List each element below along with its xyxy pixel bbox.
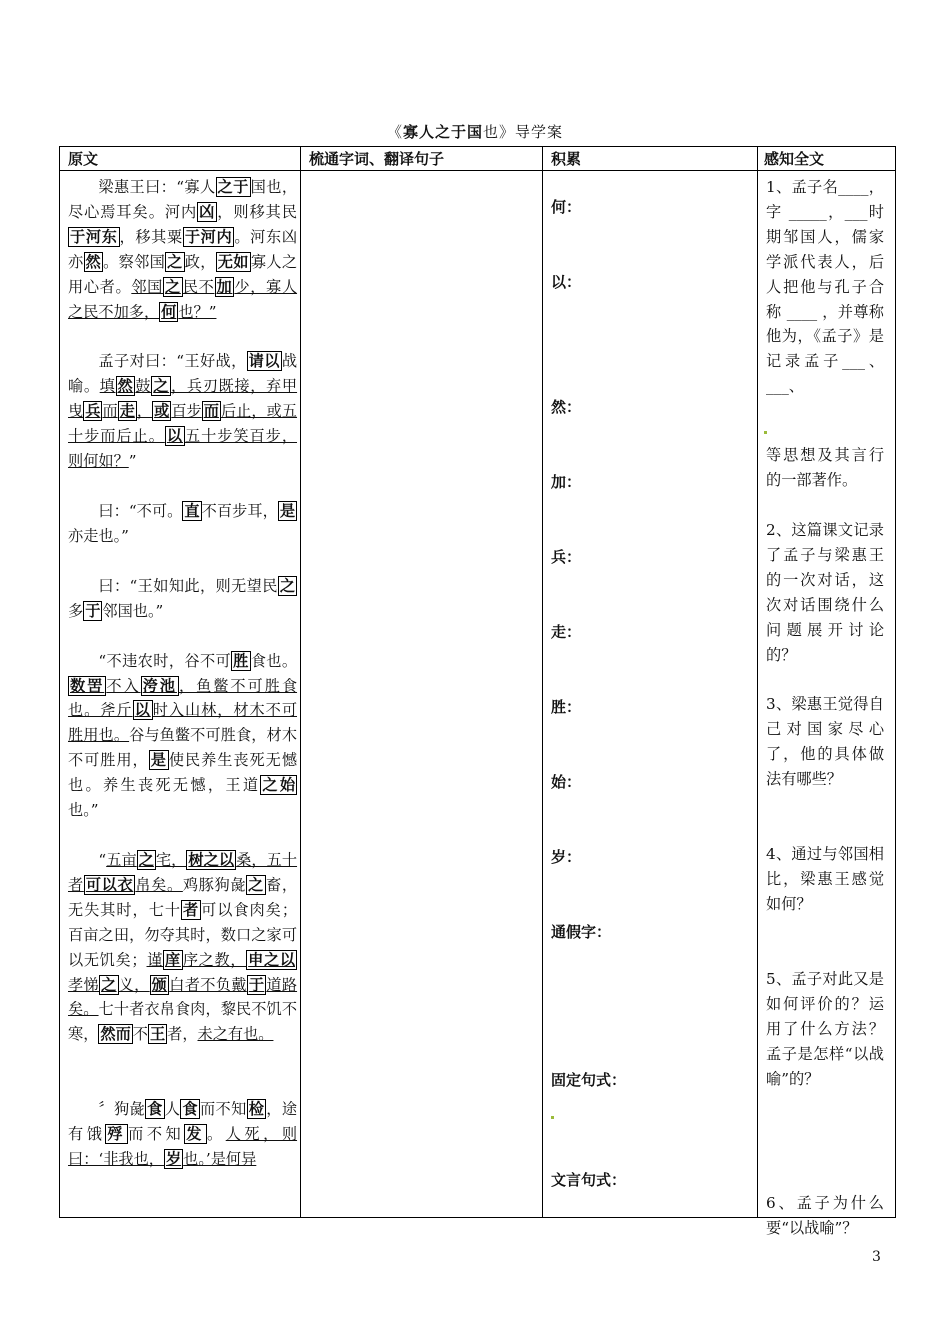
accumulate-item-sui: 岁：: [551, 848, 582, 867]
original-paragraph-5: “不违农时，谷不可 胜 食也。数罟 不入 洿池 ，鱼鳖不可胜食也。斧斤 以 时入山林，材木不可胜用也。谷与鱼鳖不可胜食，材木不可胜用， 是 使民养生丧死无憾也。养生丧死无憾，王道 之始也。”: [68, 651, 298, 820]
question-1-cont: 等思想及其言行的一部著作。: [766, 446, 884, 489]
accumulate-classical-patterns: 文言句式：: [551, 1171, 627, 1190]
question-1: 1、孟子名____，字 _____，___时期邹国人，儒家学派代表人，后人把他与孔子合称 ____ ，并尊称他为，《孟子》是记录孟子___、___、: [766, 178, 884, 396]
accumulate-tongjiazi: 通假字：: [551, 923, 612, 942]
original-paragraph-6: “五亩 之 宅， 树之以 桑，五十者 可以衣 帛矣。鸡豚狗彘 之 畜，无失其时，七十 者 可以食肉矣；百亩之田，勿夺其时，数口之家可以无饥矣；谨 庠 序之教， 申之以孝悌 之 义， 颁 白者不负戴 于 道路矣。七十者衣帛食肉，黎民不饥不寒， 然而 不 王 者，未之有也。: [68, 850, 298, 1044]
accumulate-fixed-patterns: 固定句式：: [551, 1071, 627, 1090]
original-paragraph-3: 曰：“不可。 直 不百步耳， 是亦走也。”: [68, 502, 296, 545]
original-paragraph-1: 梁惠王曰：“寡人 之于 国也，尽心焉耳矣。河内 凶 ，则移其民于河东 ，移其粟 于河内 。河东凶亦 然 。察邻国 之 政， 无如 寡人之用心者。邻国 之 民不 加 少，寡人之民不加多， 何 也？”: [68, 178, 298, 321]
accumulate-item-he: 何：: [551, 198, 582, 217]
question-4: 4、通过与邻国相比，梁惠王感觉如何？: [766, 845, 884, 913]
accumulate-item-zou: 走：: [551, 623, 582, 642]
original-text-cell: [60, 171, 301, 1218]
question-5: 5、孟子对此又是如何评价的？运用了什么方法？孟子是怎样“以战喻”的？: [766, 970, 884, 1088]
accumulate-item-ran: 然：: [551, 398, 582, 417]
accumulate-item-shi: 始：: [551, 773, 582, 792]
header-original: 原文: [60, 147, 301, 171]
header-accumulate: 积累: [543, 147, 758, 171]
accumulate-item-bing: 兵：: [551, 548, 582, 567]
page-number: 3: [872, 1249, 881, 1265]
question-2: 2、这篇课文记录了孟子与梁惠王的一次对话，这次对话围绕什么问题展开讨论的？: [766, 521, 884, 664]
document-title: 《寡人之于国也》导学案: [386, 123, 564, 141]
accumulation-cell: [543, 171, 758, 1218]
original-paragraph-2: 孟子对曰：“王好战， 请以 战喻。填 然 鼓 之 ，兵刃既接，弃甲曳 兵 而 走 ， 或 百步 而 后止，或五十步而后止。 以 五十步笑百步，则何如？”: [68, 352, 298, 471]
perceive-cell: [758, 171, 896, 1237]
question-6: 6、孟子为什么要“以战喻”？: [766, 1194, 884, 1237]
question-3: 3、梁惠王觉得自己对国家尽心了，他的具体做法有哪些？: [766, 695, 884, 788]
decorative-dot: [551, 1116, 554, 1119]
header-translate: 梳通字词、翻译句子: [301, 147, 543, 171]
translation-cell[interactable]: [301, 171, 543, 1218]
original-paragraph-7: 〞狗彘 食 人 食 而不知 检 ，途有饿 殍 而不知 发 。人死，则曰：‘非我也， 岁 也。’是何异: [68, 1100, 298, 1169]
original-paragraph-4: 曰：“王如知此，则无望民 之多 于 邻国也。”: [68, 576, 295, 620]
accumulate-item-sheng: 胜：: [551, 698, 582, 717]
accumulate-item-yi: 以：: [551, 273, 582, 292]
study-guide-table: [59, 146, 896, 1237]
decorative-dot: [764, 431, 767, 434]
header-perceive: 感知全文: [758, 147, 896, 171]
accumulate-item-jia: 加：: [551, 473, 582, 492]
